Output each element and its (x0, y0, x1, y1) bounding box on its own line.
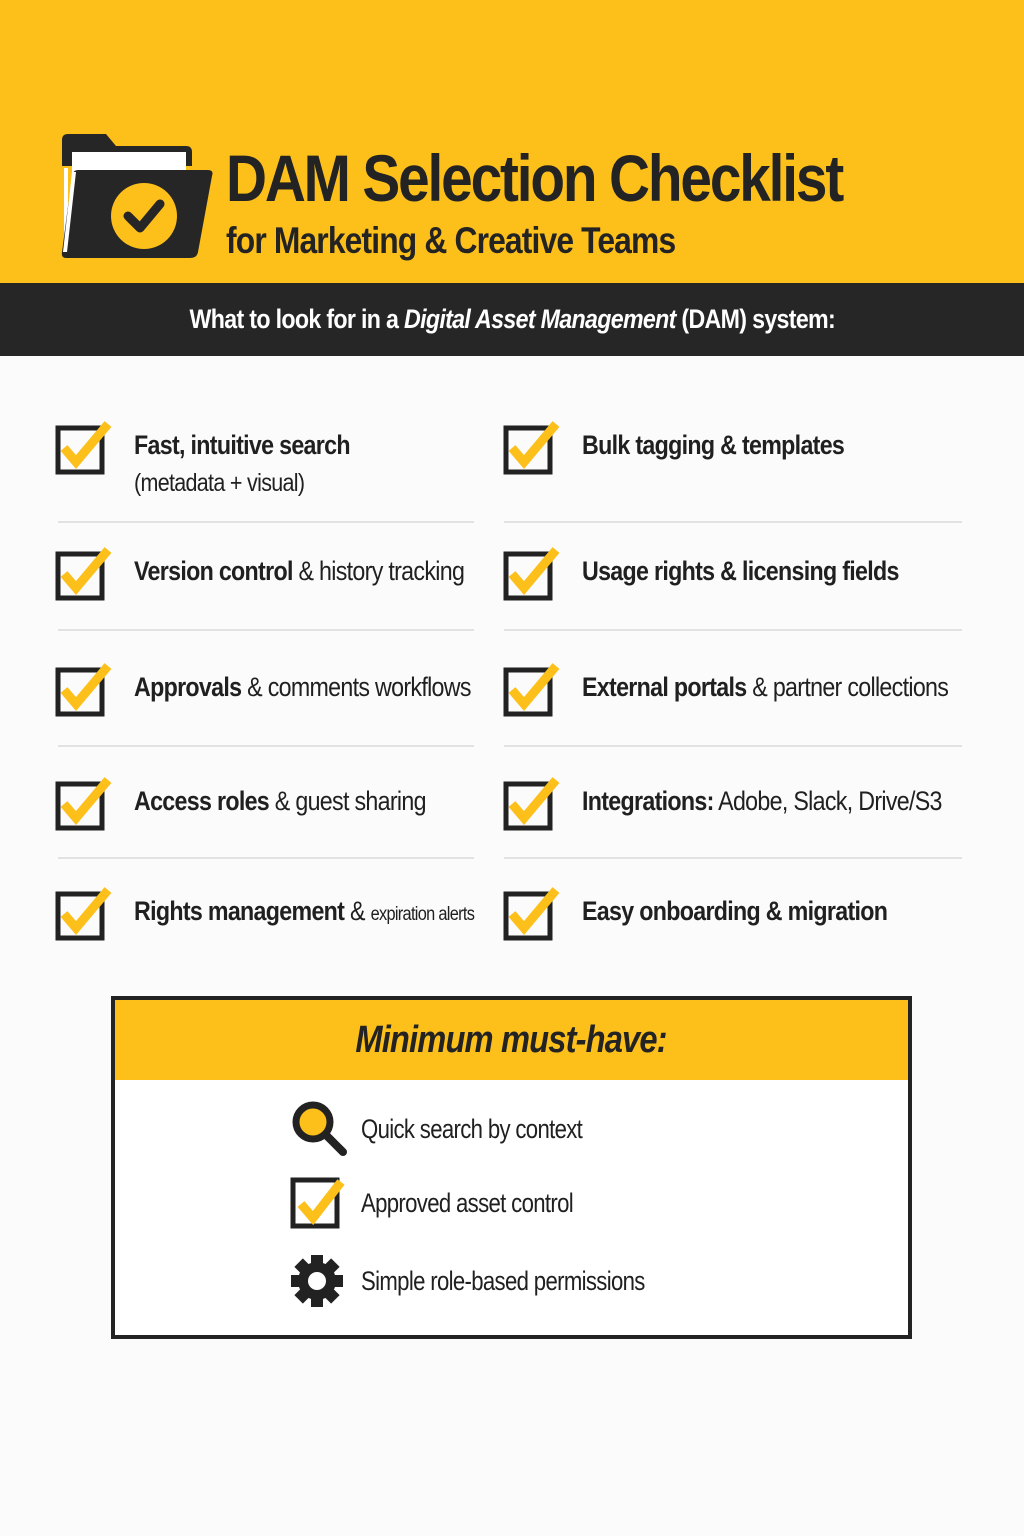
checklist-item-bold: Fast, intuitive search (134, 430, 350, 460)
checklist-item-label (582, 672, 948, 703)
divider (504, 521, 962, 523)
checklist-item-rest: & history tracking (292, 556, 465, 586)
checklist-item (502, 420, 887, 476)
page-subtitle: for Marketing & Creative Teams (226, 220, 676, 261)
checklist-item (54, 546, 518, 602)
must-have-box (111, 996, 912, 1339)
checklist-item (502, 662, 1008, 718)
checked-checkbox-icon (54, 662, 114, 718)
checklist-item (502, 546, 950, 602)
checklist-item-label (582, 786, 942, 817)
must-have-label: Approved asset control (361, 1187, 574, 1218)
checked-checkbox-icon (54, 776, 114, 832)
checked-checkbox-icon (502, 662, 562, 718)
checklist-item-bold: Easy onboarding & migration (582, 896, 888, 926)
checklist-item-label (134, 430, 350, 498)
must-have-item (289, 1172, 620, 1234)
checklist-item-label (134, 556, 464, 587)
gear-icon (289, 1250, 351, 1312)
checked-checkbox-icon (502, 776, 562, 832)
divider (58, 521, 474, 523)
checklist-item (54, 776, 473, 832)
checklist-item-rest: & partner collections (746, 672, 949, 702)
checklist-item-rest: & guest sharing (269, 786, 426, 816)
divider (58, 745, 474, 747)
checklist-item-label (582, 430, 844, 461)
header (0, 0, 1024, 283)
checklist-item-rest: Adobe, Slack, Drive/S3 (713, 786, 942, 816)
divider (58, 629, 474, 631)
must-have-item (289, 1250, 707, 1312)
checklist-item-label (134, 672, 471, 703)
checklist-item-bold: Approvals (134, 672, 242, 702)
search-icon (289, 1098, 351, 1160)
checklist-item (54, 662, 526, 718)
checklist-item (502, 776, 1000, 832)
checklist-item-label (582, 896, 887, 927)
must-have-title: Minimum must-have: (355, 1018, 668, 1061)
must-have-label: Quick search by context (361, 1113, 583, 1144)
divider (504, 857, 962, 859)
intro-emphasis: Digital Asset Management (403, 304, 676, 334)
intro-text (189, 304, 835, 335)
checklist-item-label (134, 896, 474, 927)
intro-suffix: (DAM) system: (675, 304, 835, 334)
divider (58, 857, 474, 859)
divider (504, 629, 962, 631)
checklist-item-label (134, 786, 426, 817)
checked-checkbox-icon (54, 546, 114, 602)
checklist-item-bold: Version control (134, 556, 293, 586)
checked-checkbox-icon (54, 886, 114, 942)
intro-banner (0, 283, 1024, 356)
must-have-header (115, 1000, 908, 1080)
checklist-item-bold: Usage rights & licensing fields (582, 556, 899, 586)
checklist-item (54, 420, 385, 498)
intro-prefix: What to look for in a (189, 304, 404, 334)
checklist-item-rest: & comments workflows (241, 672, 471, 702)
checklist-item-bold: Rights management (134, 896, 345, 926)
checklist-item (502, 886, 937, 942)
checklist-item-bold: Access roles (134, 786, 270, 816)
must-have-item (289, 1098, 631, 1160)
checked-checkbox-icon (289, 1172, 351, 1234)
page-title: DAM Selection Checklist (226, 141, 843, 215)
checked-checkbox-icon (502, 546, 562, 602)
checklist-item-subtext: (metadata + visual) (134, 469, 305, 497)
must-have-label: Simple role-based permissions (361, 1265, 645, 1296)
checklist-item-bold: External portals (582, 672, 747, 702)
checked-checkbox-icon (502, 420, 562, 476)
divider (504, 745, 962, 747)
checklist-item-bold: Bulk tagging & templates (582, 430, 845, 460)
checklist-item-bold: Integrations: (582, 786, 714, 816)
checked-checkbox-icon (54, 420, 114, 476)
checked-checkbox-icon (502, 886, 562, 942)
checklist-item-small: expiration alerts (370, 904, 475, 925)
checklist-item-rest: & (344, 896, 371, 926)
folder-check-icon (58, 132, 214, 260)
checklist-item (54, 886, 530, 942)
checklist-item-label (582, 556, 899, 587)
